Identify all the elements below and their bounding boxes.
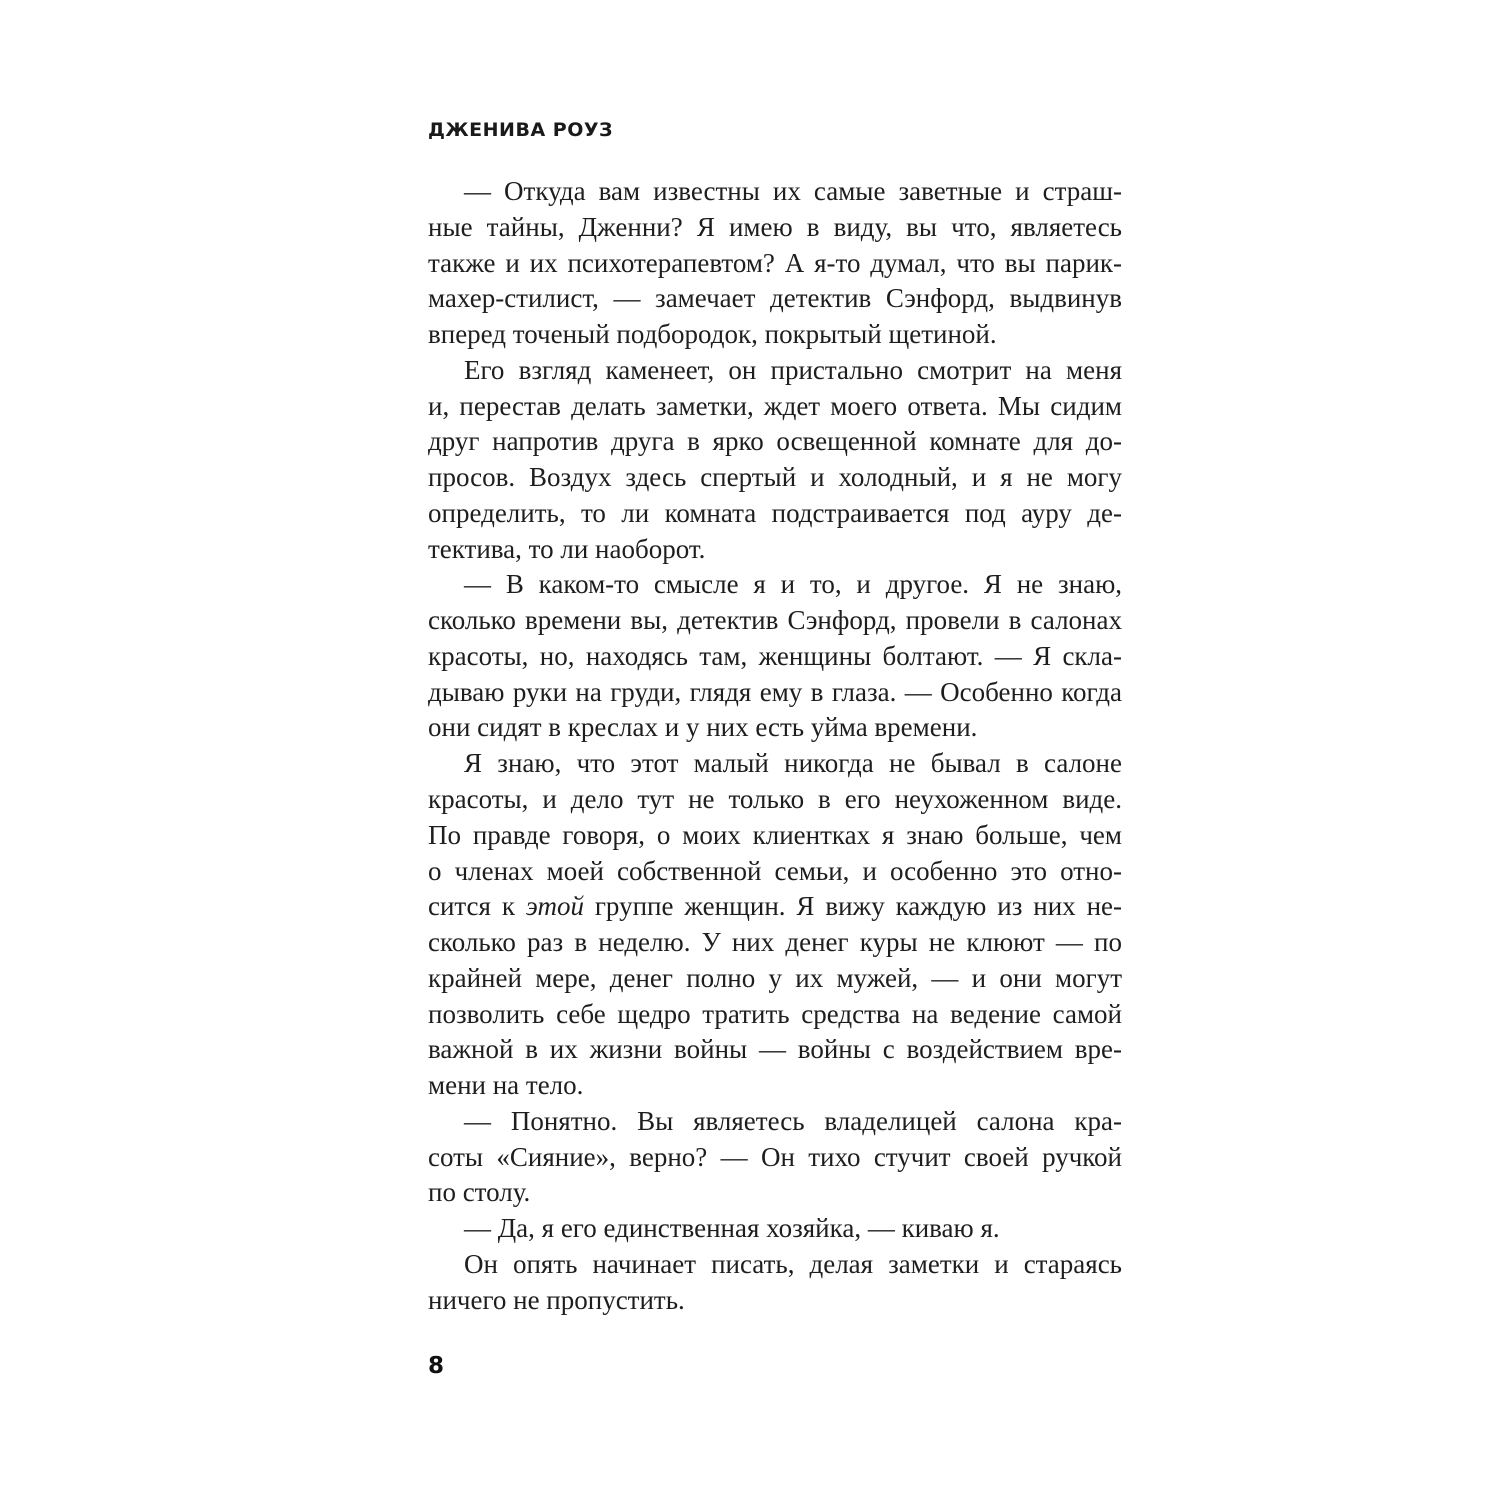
- text-line: — Понятно. Вы являетесь владелицей салона кра-: [464, 1105, 1122, 1136]
- text-line: — Да, я его единственная хозяйка, — киваю я.: [464, 1213, 1000, 1244]
- text-line: сколько раз в неделю. У них денег куры не клюют — по: [428, 927, 1122, 958]
- text-line: и, перестав делать заметки, ждет моего ответа. Мы сидим: [428, 390, 1122, 421]
- text-line: По правде говоря, о моих клиентках я знаю больше, чем: [428, 819, 1122, 850]
- text-line: — В каком-то смысле я и то, и другое. Я не знаю,: [464, 569, 1122, 600]
- text-line: сколько времени вы, детектив Сэнфорд, провели в салонах: [428, 605, 1122, 636]
- italic-emphasis: этой: [525, 891, 584, 922]
- text-line: [428, 889, 1122, 925]
- text-line: также и их психотерапевтом? А я-то думал, что вы парик-: [428, 247, 1122, 278]
- text-line: Он опять начинает писать, делая заметки и стараясь: [464, 1248, 1122, 1279]
- text-line: махер-стилист, — замечает детектив Сэнфорд, выдвинув: [428, 283, 1122, 314]
- text-line: соты «Сияние», верно? — Он тихо стучит своей ручкой: [428, 1141, 1122, 1172]
- text-line: Я знаю, что этот малый никогда не бывал в салоне: [464, 748, 1122, 779]
- text-line: — Откуда вам известны их самые заветные и страш-: [464, 176, 1122, 206]
- text-span: сится к: [428, 891, 526, 922]
- text-line: Его взгляд каменеет, он пристально смотрит на меня: [464, 354, 1122, 385]
- page-number: 8: [428, 1353, 445, 1379]
- text-line: тектива, то ли наоборот.: [428, 533, 706, 564]
- text-line: вперед точеный подбородок, покрытый щетиной.: [428, 319, 997, 350]
- text-line: друг напротив друга в ярко освещенной комнате для до-: [428, 426, 1122, 457]
- text-line: дываю руки на груди, глядя ему в глаза. — Особенно когда: [428, 676, 1122, 707]
- text-line: важной в их жизни войны — войны с воздействием вре-: [428, 1034, 1122, 1065]
- running-header-author: ДЖЕНИВА РОУЗ: [428, 119, 613, 141]
- text-line: позволить себе щедро тратить средства на ведение самой: [428, 998, 1122, 1029]
- text-line: определить, то ли комната подстраивается под ауру де-: [428, 497, 1122, 528]
- text-line: красоты, и дело тут не только в его неухоженном виде.: [428, 784, 1122, 815]
- text-line: красоты, но, находясь там, женщины болтают. — Я скла-: [428, 640, 1122, 671]
- text-line: ничего не пропустить.: [428, 1284, 685, 1315]
- text-line: просов. Воздух здесь спертый и холодный, и я не могу: [428, 462, 1122, 493]
- text-line: они сидят в креслах и у них есть уйма времени.: [428, 712, 978, 743]
- body-text: [428, 174, 1122, 1319]
- text-line: ные тайны, Дженни? Я имею в виду, вы что, являетесь: [428, 211, 1122, 242]
- text-span: группе женщин. Я вижу каждую из них не-: [583, 891, 1122, 922]
- text-line: о членах моей собственной семьи, и особенно это отно-: [428, 855, 1122, 886]
- text-line: мени на тело.: [428, 1070, 584, 1101]
- text-line: крайней мере, денег полно у их мужей, — и они могут: [428, 962, 1122, 993]
- text-line: по столу.: [428, 1177, 531, 1208]
